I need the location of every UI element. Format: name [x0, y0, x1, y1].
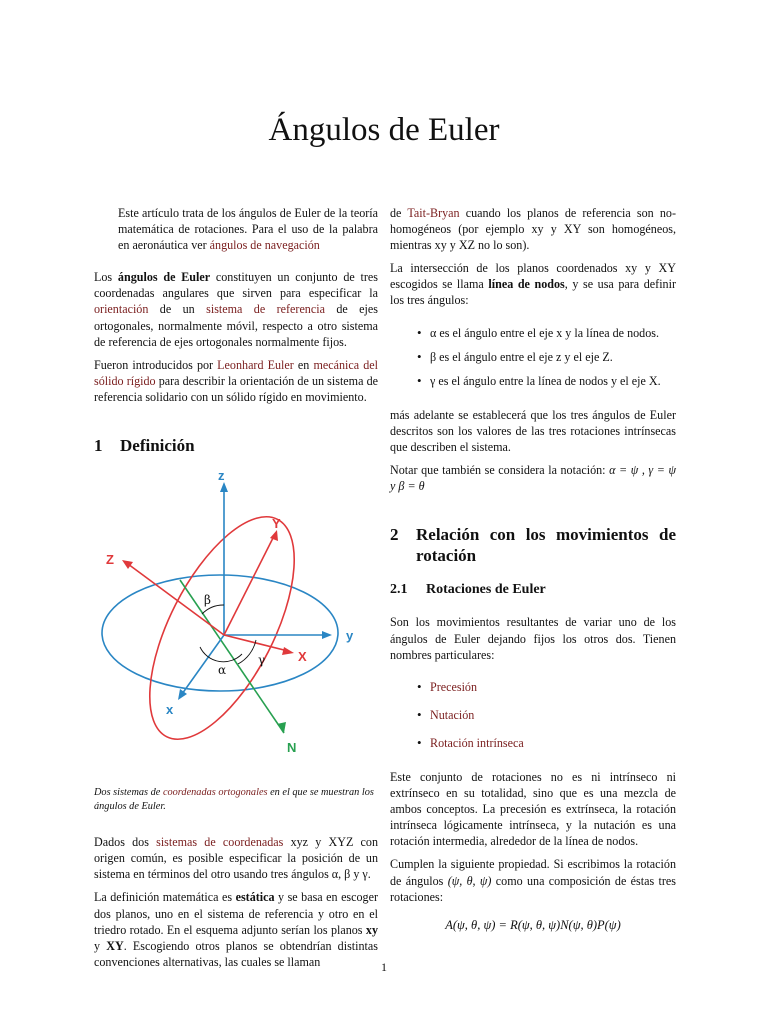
list-item [430, 679, 676, 695]
label-z: z [218, 468, 225, 484]
label-x: x [166, 702, 174, 718]
abstract [94, 205, 378, 253]
abstract-text: Este artículo trata de los ángulos de Euler de la teoría matemática de rotaciones. Para el uso de la palabra en aeronáutica ver [118, 206, 378, 253]
gamma-arc [238, 640, 256, 664]
node-line [180, 580, 284, 733]
right-column [390, 205, 676, 933]
link-precesion[interactable]: Precesión [430, 679, 478, 694]
link-sistemas-coordenadas[interactable]: sistemas de coordenadas [156, 835, 284, 850]
label-Z: Z [106, 552, 114, 568]
label-N: N [287, 740, 297, 756]
composition-formula: A(ψ, θ, ψ) = R(ψ, θ, ψ)N(ψ, θ)P(ψ) [445, 917, 621, 932]
link-leonhard-euler[interactable]: Leonhard Euler [217, 357, 294, 372]
z-axis-arrowhead [220, 482, 228, 492]
X-axis [224, 635, 288, 651]
Y-axis-arrowhead [270, 530, 278, 541]
label-Y: Y [272, 516, 281, 532]
paragraph-notation: Notar que también se considera la notación: α = ψ , γ = ψ y β = θ [390, 463, 676, 494]
paragraph-mixture: Este conjunto de rotaciones no es ni intrínseco ni extrínseco en su totalidad, sino que es una mezcla de ambos conceptos. La precesión es extrínseca, la rotación intrínseca lógicamente intrínseca, y la nutación es una rotación intermedia, alrededor de la línea de nodos. [390, 769, 676, 849]
notation-math: α = ψ , γ = ψ y β = θ [390, 463, 676, 494]
paragraph-node-line: La intersección de los planos coordenados xy y XY escogidos se llama línea de nodos, y se usa para definir los tres ángulos: [390, 261, 676, 308]
label-alpha: α [218, 663, 227, 678]
section-heading-definicion: 1 Definición [94, 436, 195, 456]
paragraph-definition: La definición matemática es estática y se basa en escoger dos planos, uno en el sistema de referencia y otro en el triedro rotado. En el esquema adjunto serían los planos xy y XY. Escogiendo otros planos se obtendrían distintas convenciones alternativas, las cuales se llaman [94, 890, 378, 969]
paragraph-intrinsic: más adelante se establecerá que los tres ángulos de Euler descritos son los valores de las tres rotaciones intrínsecas que describen el sistema. [390, 407, 676, 455]
subsection-heading-rotaciones: 2.1 Rotaciones de Euler [390, 582, 546, 598]
label-beta: β [204, 593, 211, 608]
x-axis-arrowhead [178, 689, 187, 700]
link-nutacion[interactable]: Nutación [430, 707, 475, 722]
link-sistema-referencia[interactable]: sistema de referencia [206, 302, 325, 317]
section-heading-relacion: 2 Relación con los movimientos de rotación [390, 525, 676, 566]
paragraph-tait-bryan: de Tait-Bryan cuando los planos de referencia son no-homogéneos (por ejemplo xy y XY son homogéneos, mientras xy y XZ no lo son). [390, 206, 676, 253]
link-orientacion[interactable]: orientación [94, 302, 149, 317]
left-column [94, 205, 378, 977]
term-linea-nodos: línea de nodos [488, 277, 565, 292]
link-angulos-navegacion[interactable]: ángulos de navegación [209, 238, 320, 253]
paragraph-rotations: Son los movimientos resultantes de variar uno de los ángulos de Euler dejando fijos los otros dos. Tienen nombres particulares: [390, 615, 676, 662]
label-gamma: γ [258, 653, 266, 668]
list-item [430, 735, 676, 751]
paragraph-property: Cumplen la siguiente propiedad. Si escribimos la rotación de ángulos (ψ, θ, ψ) como una composición de éstas tres rotaciones: [390, 857, 676, 904]
X-axis-arrowhead [282, 647, 294, 655]
paragraph-systems: Dados dos sistemas de coordenadas xyz y XYZ con origen común, es posible especificar la posición de un sistema en términos del otro usando tres ángulos α, β y γ. [94, 835, 378, 882]
list-item: • γ es el ángulo entre la línea de nodos y el eje X. [430, 373, 676, 389]
page-number: 1 [381, 960, 387, 974]
Z-axis-arrowhead [122, 560, 133, 569]
rotation-links-list [390, 679, 676, 751]
label-X: X [298, 649, 307, 665]
link-rotacion-intrinseca[interactable]: Rotación intrínseca [430, 735, 524, 750]
euler-angles-diagram [94, 468, 378, 768]
term-angulos-euler: ángulos de Euler [117, 270, 211, 285]
list-item: • α es el ángulo entre el eje x y la línea de nodos. [430, 325, 676, 341]
list-item [430, 707, 676, 723]
angle-definitions-list [390, 325, 676, 389]
XY-plane-ellipse [120, 496, 323, 761]
link-coordenadas-ortogonales[interactable]: coordenadas ortogonales [162, 787, 268, 799]
y-axis-arrowhead [322, 631, 332, 639]
Y-axis [224, 536, 274, 635]
link-tait-bryan[interactable]: Tait-Bryan [407, 206, 460, 220]
page-title: Ángulos de Euler [268, 112, 500, 148]
figure-caption: Dos sistemas de coordenadas ortogonales en el que se muestran los ángulos de Euler. [94, 787, 374, 813]
list-item: • β es el ángulo entre el eje z y el eje Z. [430, 349, 676, 365]
paragraph-history: Fueron introducidos por Leonhard Euler en mecánica del sólido rígido para describir la orientación de un sistema de referencia solidario con un sólido rígido en movimiento. [94, 357, 378, 404]
label-y: y [346, 628, 354, 644]
paragraph-intro: Los ángulos de Euler constituyen un conjunto de tres coordenadas angulares que sirven para especificar la orientación de un sistema de referencia de ejes ortogonales, normalmente móvil, respecto a otro sistema de referencia de ejes ortogonales normalmente fijos. [94, 270, 378, 349]
link-mecanica-solido-rigido[interactable]: mecánica del sólido rígido [94, 357, 378, 388]
